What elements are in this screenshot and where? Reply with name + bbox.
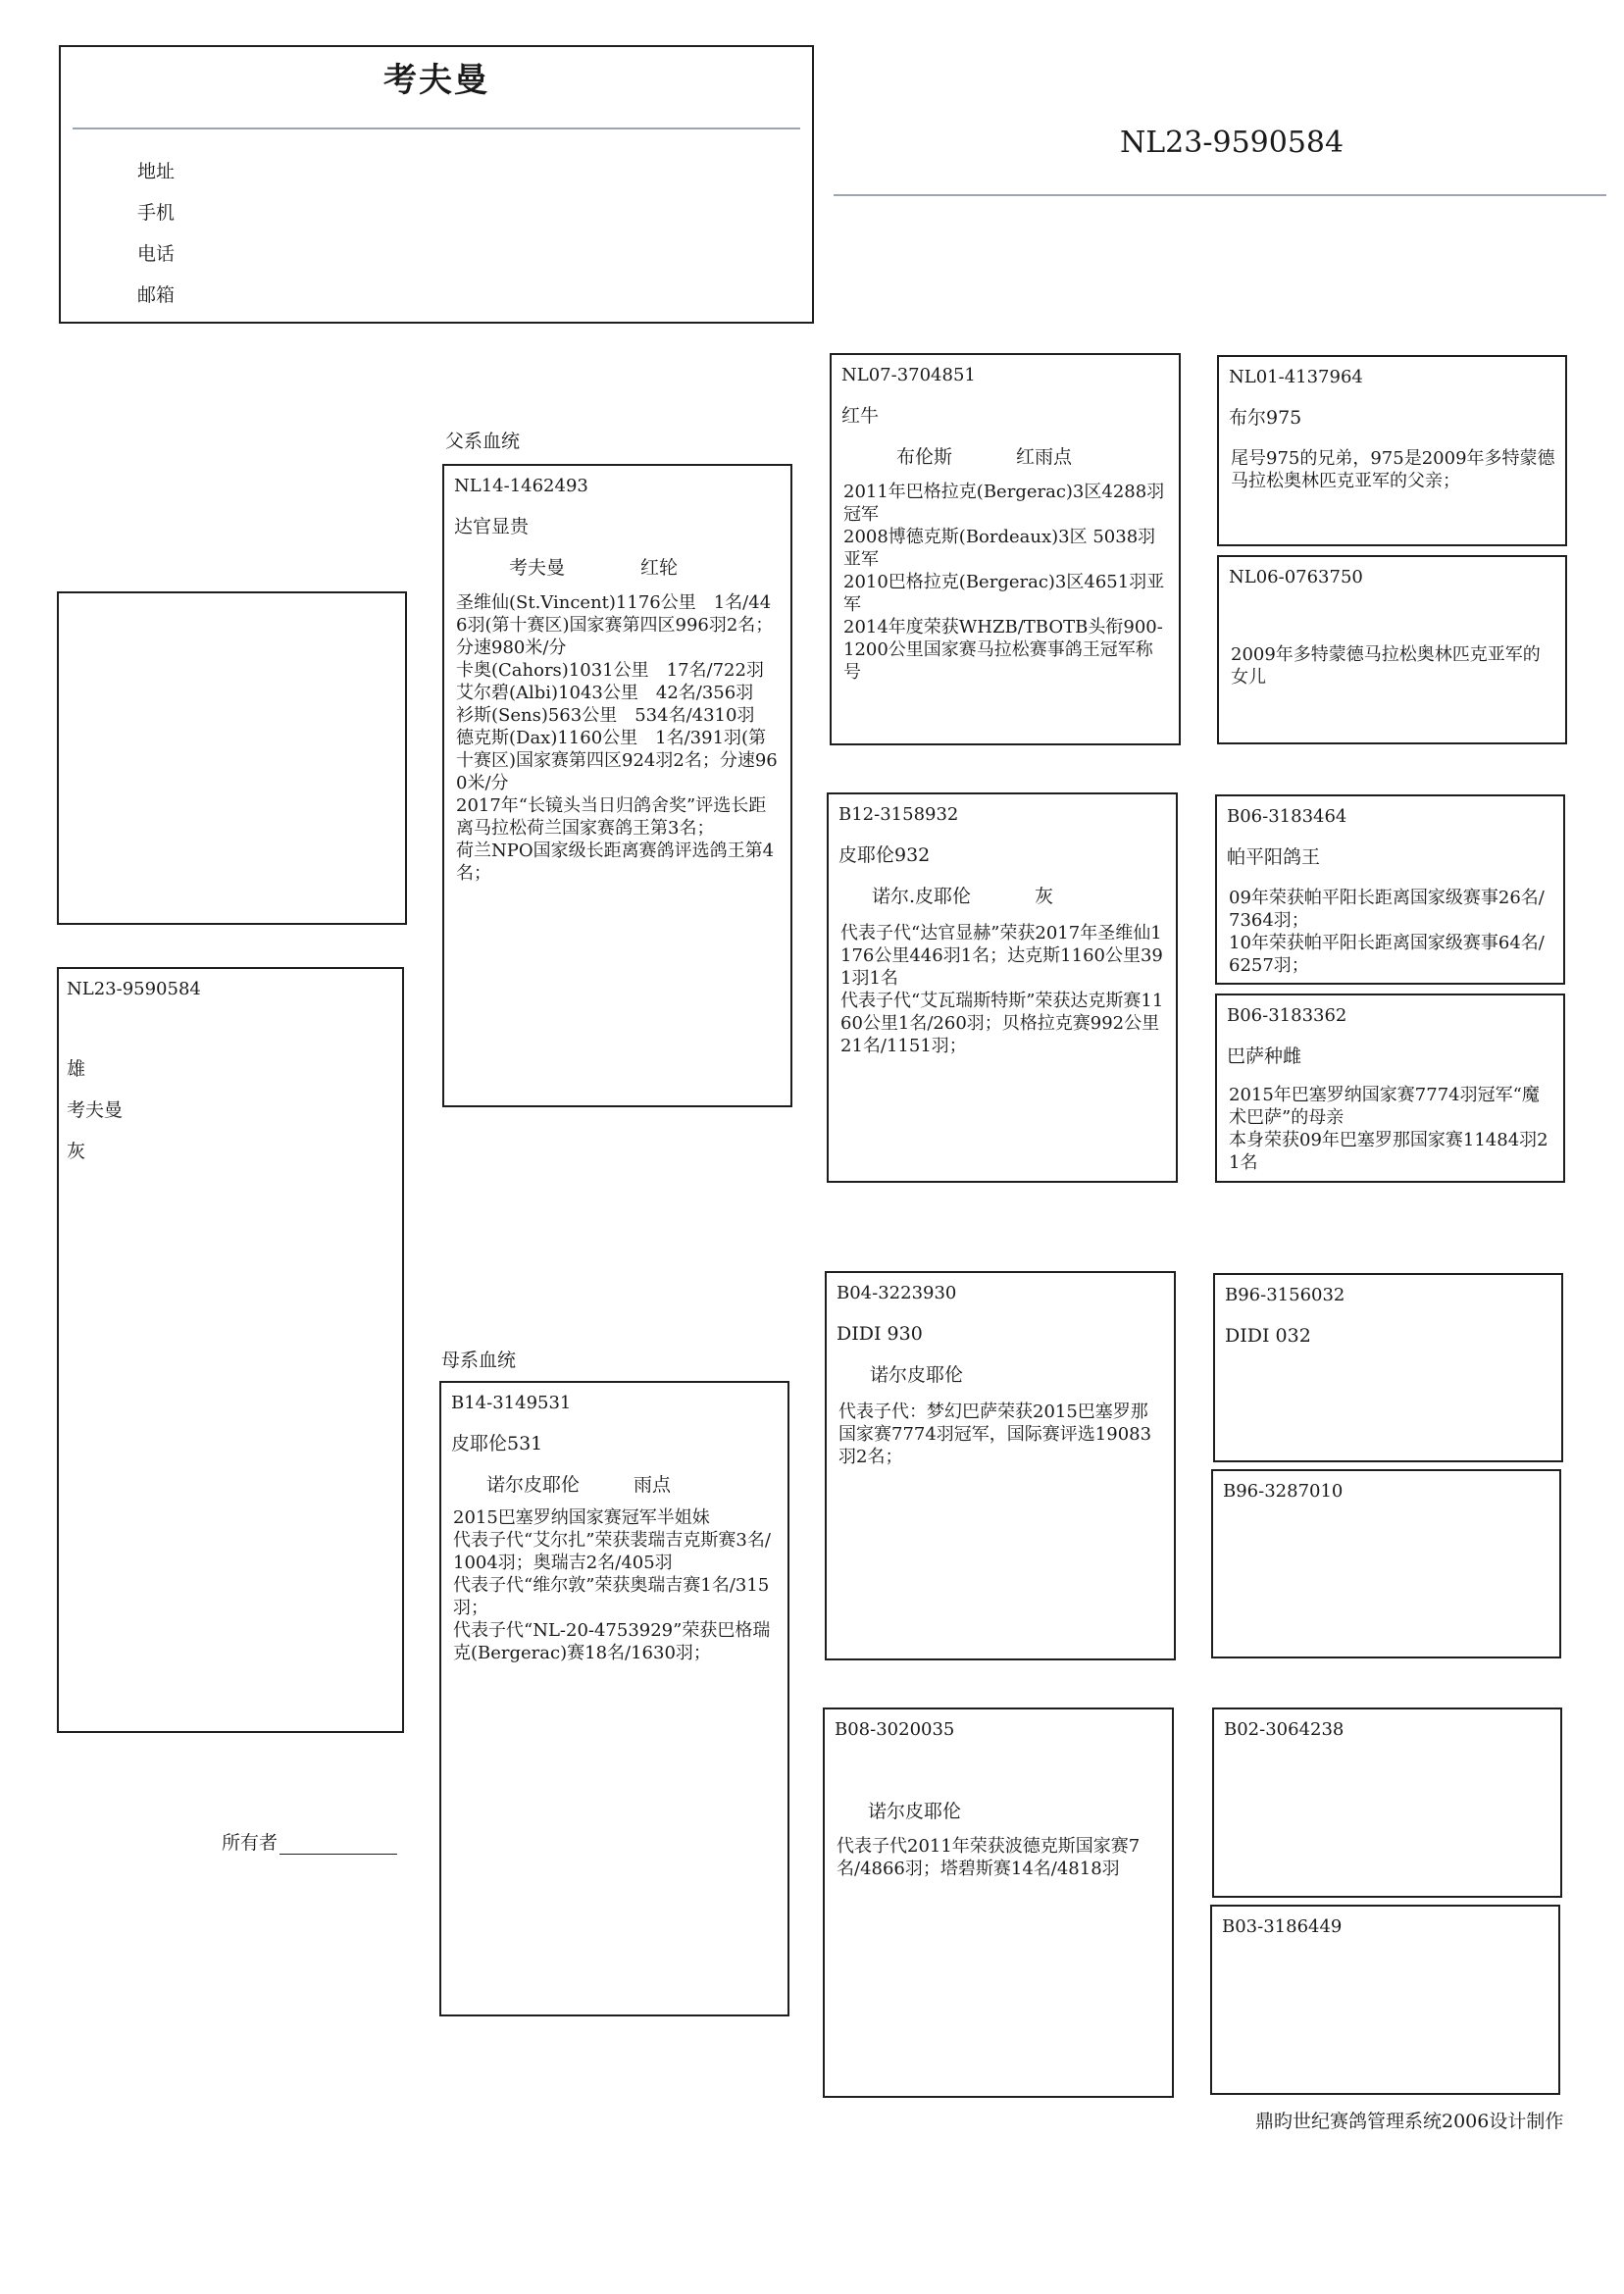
father-ring: NL14-1462493: [454, 476, 588, 496]
grandparent-mm-box: [823, 1708, 1174, 2098]
father-sire: 考夫曼: [509, 557, 566, 579]
grandparent-mf-box: [825, 1271, 1176, 1660]
great-grandparent-6-ring: B96-3287010: [1223, 1481, 1344, 1502]
father-color: 红轮: [640, 557, 679, 579]
grandparent-ff-ring: NL07-3704851: [841, 365, 976, 385]
great-grandparent-2-description: 2009年多特蒙德马拉松奥林匹克亚军的女儿: [1231, 644, 1541, 688]
great-grandparent-1-description: 尾号975的兄弟，975是2009年多特蒙德马拉松奥林匹克亚军的父亲；: [1231, 448, 1555, 491]
great-grandparent-3-ring: B06-3183464: [1227, 806, 1347, 827]
owner-signature: [222, 1831, 397, 1855]
grandparent-fm-description: 代表子代“达官显赫”荣获2017年圣维仙1176公里446羽1名；达克斯1160公里391羽1名 代表子代“艾瓦瑞斯特斯”荣获达克斯赛1160公里1名/260羽；贝格拉克赛992公里21名/1151羽；: [840, 923, 1164, 1056]
grandparent-ff-box: [830, 353, 1181, 745]
mother-sire: 诺尔皮耶伦: [486, 1474, 581, 1496]
great-grandparent-1-box: [1217, 355, 1567, 546]
mobile-label: 手机: [137, 202, 176, 224]
great-grandparent-6-box: [1211, 1469, 1561, 1658]
father-name: 达官显贵: [454, 516, 530, 537]
subject-ring: NL23-9590584: [67, 979, 201, 999]
father-line-title: 父系血统: [445, 431, 521, 452]
father-description: 圣维仙(St.Vincent)1176公里 1名/446羽(第十赛区)国家赛第四区996羽2名；分速980米/分 卡奥(Cahors)1031公里 17名/722羽 艾尔碧(Albi)1043公里 42名/356羽 衫斯(Sens)563公里 534名/4310羽 德克斯(Dax)1160公里 1名/391羽(第十赛区)国家赛第四区924羽2名；分速960米/分 2017年“长镜头当日归鸽舍奖”评选长距离马拉松荷兰国家赛鸽王第3名； 荷兰NPO国家级长距离赛鸽评选鸽王第4名；: [456, 592, 778, 884]
grandparent-fm-sire: 诺尔.皮耶伦: [872, 886, 972, 907]
grandparent-mm-ring: B08-3020035: [835, 1719, 955, 1740]
address-label: 地址: [137, 161, 176, 182]
grandparent-ff-name: 红牛: [841, 405, 880, 427]
email-label: 邮箱: [137, 284, 176, 306]
grandparent-fm-ring: B12-3158932: [838, 804, 959, 825]
great-grandparent-4-name: 巴萨种雌: [1227, 1045, 1302, 1067]
great-grandparent-4-description: 2015年巴塞罗纳国家赛7774羽冠军“魔术巴萨”的母亲 本身荣获09年巴塞罗那国家赛11484羽21名: [1229, 1085, 1548, 1173]
father-box: [442, 464, 792, 1107]
mother-ring: B14-3149531: [451, 1393, 572, 1413]
photo-box: [57, 591, 407, 925]
great-grandparent-7-ring: B02-3064238: [1224, 1719, 1345, 1740]
grandparent-mf-description: 代表子代：梦幻巴萨荣获2015巴塞罗那国家赛7774羽冠军，国际赛评选19083羽2名；: [838, 1402, 1152, 1467]
phone-label: 电话: [137, 243, 176, 265]
grandparent-fm-name: 皮耶伦932: [838, 844, 931, 866]
great-grandparent-8-ring: B03-3186449: [1222, 1916, 1343, 1937]
grandparent-fm-box: [827, 792, 1178, 1183]
great-grandparent-2-ring: NL06-0763750: [1229, 567, 1363, 587]
great-grandparent-1-name: 布尔975: [1229, 407, 1302, 429]
subject-sex: 雄: [67, 1058, 86, 1080]
grandparent-mf-ring: B04-3223930: [837, 1283, 957, 1303]
grandparent-mf-name: DIDI 930: [837, 1323, 923, 1345]
grandparent-mf-sire: 诺尔皮耶伦: [870, 1364, 964, 1386]
mother-name: 皮耶伦531: [451, 1433, 543, 1454]
great-grandparent-5-ring: B96-3156032: [1225, 1285, 1345, 1305]
main-ring-underline: [834, 194, 1606, 196]
mother-box: [439, 1381, 789, 2016]
owner-divider: [73, 127, 800, 129]
subject-name: 考夫曼: [67, 1099, 124, 1121]
owner-signature-line: [279, 1834, 397, 1855]
great-grandparent-3-box: [1215, 794, 1565, 985]
great-grandparent-4-ring: B06-3183362: [1227, 1005, 1347, 1026]
grandparent-mm-sire: 诺尔皮耶伦: [868, 1801, 962, 1822]
owner-title: 考夫曼: [383, 61, 489, 100]
great-grandparent-5-name: DIDI 032: [1225, 1325, 1311, 1347]
great-grandparent-7-box: [1212, 1708, 1562, 1898]
mother-color: 雨点: [634, 1474, 672, 1496]
grandparent-fm-color: 灰: [1035, 886, 1054, 907]
great-grandparent-5-box: [1213, 1273, 1563, 1462]
owner-box: [59, 45, 814, 324]
footer-credit: 鼎昀世纪赛鸽管理系统2006设计制作: [1255, 2111, 1564, 2132]
great-grandparent-2-box: [1217, 555, 1567, 744]
great-grandparent-3-description: 09年荣获帕平阳长距离国家级赛事26名/7364羽； 10年荣获帕平阳长距离国家级赛事64名/6257羽；: [1229, 888, 1545, 976]
mother-line-title: 母系血统: [441, 1350, 517, 1371]
great-grandparent-1-ring: NL01-4137964: [1229, 367, 1363, 387]
main-ring-number: NL23-9590584: [1120, 126, 1345, 160]
great-grandparent-3-name: 帕平阳鸽王: [1227, 846, 1321, 868]
owner-label: 所有者: [222, 1832, 279, 1854]
grandparent-ff-sire: 布伦斯: [896, 446, 953, 468]
grandparent-ff-color: 红雨点: [1016, 446, 1073, 468]
grandparent-ff-description: 2011年巴格拉克(Bergerac)3区4288羽冠军 2008博德克斯(Bordeaux)3区 5038羽 亚军 2010巴格拉克(Bergerac)3区4651羽亚军 2014年度荣获WHZB/TBOTB头衔900-1200公里国家赛马拉松赛事鸽王冠军称号: [843, 482, 1165, 683]
great-grandparent-8-box: [1210, 1905, 1560, 2095]
grandparent-mm-description: 代表子代2011年荣获波德克斯国家赛7名/4866羽；塔碧斯赛14名/4818羽: [837, 1836, 1141, 1879]
subject-color: 灰: [67, 1141, 86, 1162]
mother-description: 2015巴塞罗纳国家赛冠军半姐妹 代表子代“艾尔扎”荣获裴瑞吉克斯赛3名/1004羽；奥瑞吉2名/405羽 代表子代“维尔敦”荣获奥瑞吉赛1名/315羽； 代表子代“NL-20-4753929”荣获巴格瑞克(Bergerac)赛18名/1630羽；: [453, 1507, 771, 1663]
great-grandparent-4-box: [1215, 994, 1565, 1183]
subject-box: [57, 967, 404, 1733]
